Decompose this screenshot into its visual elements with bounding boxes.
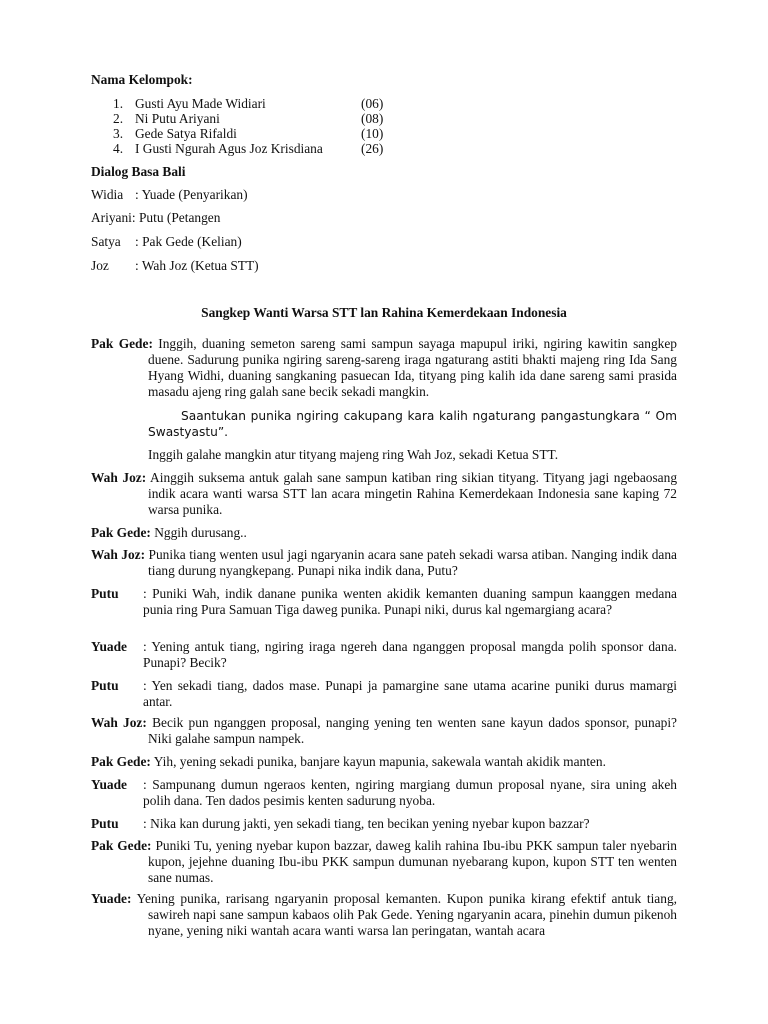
speaker-name: Wah Joz: [91, 715, 147, 730]
group-label: Nama Kelompok: [91, 72, 193, 87]
dialog-turn [91, 525, 677, 541]
speaker-name: Yuade [91, 777, 127, 792]
role-person: Satya [91, 234, 121, 249]
turn-text: : Sampunang dumun ngeraos kenten, ngiring margiang dumun proposal nyane, sira uning akeh polih dana. Ten dados pesimis kenten sadurung nyoba. [143, 777, 677, 808]
turn-text: Inggih galahe mangkin atur tityang majeng ring Wah Joz, sekadi Ketua STT. [148, 447, 559, 462]
dialog-turn [91, 678, 677, 710]
role-character: : Wah Joz (Ketua STT) [135, 258, 259, 273]
member-name: I Gusti Ngurah Agus Joz Krisdiana [135, 141, 323, 156]
speaker-name: Pak Gede: [91, 336, 153, 351]
member-number: 2. [113, 111, 124, 126]
dialog-turn [91, 777, 677, 809]
turn-text: Punika tiang wenten usul jagi ngaryanin acara sane pateh sekadi warsa atiban. Nanging indik dana tiang durung nyangkepang. Punapi nika indik dana, Putu? [148, 547, 678, 578]
member-name: Gusti Ayu Made Widiari [135, 96, 266, 111]
turn-text: Ainggih suksema antuk galah sane sampun katiban ring sikian tityang. Tityang jagi ngebaosang indik acara wanti warsa STT lan acara mingetin Rahina Kemerdekaan Indonesia sane kaping 72 warsa punika. [148, 470, 678, 517]
member-code: (08) [361, 111, 384, 126]
role-character: : Pak Gede (Kelian) [135, 234, 242, 249]
turn-text: Puniki Tu, yening nyebar kupon bazzar, daweg kalih rahina Ibu-ibu PKK sampun taler nyebarin kupon, jejehne duaning Ibu-ibu PKK sampun dumunan nyebarang kupon, kupon STT ten wenten sane numas. [148, 838, 677, 885]
dialog-paragraph [148, 408, 677, 440]
role-row [91, 234, 242, 250]
turn-text: : Yen sekadi tiang, dados mase. Punapi ja pamargine sane utama acarine puniki durus mamargi antar. [143, 678, 677, 709]
dialog-turn [91, 715, 677, 747]
member-number: 3. [113, 126, 124, 141]
speaker-name: Wah Joz: [91, 470, 147, 485]
turn-text: Yening punika, rarisang ngaryanin proposal kemanten. Kupon punika kirang efektif antuk tiang, sawireh napi sane sampun kabaos olih Pak Gede. Yening ngaryanin acara, pinehin dumun pikenoh nyane, yening niki wantah acara wanti warsa lan peringatan, wantah acara [136, 891, 677, 938]
speaker-name: Wah Joz: [91, 547, 146, 562]
turn-text: Nggih durusang.. [154, 525, 247, 540]
member-code: (10) [361, 126, 384, 141]
member-name: Ni Putu Ariyani [135, 111, 220, 126]
dialog-turn [91, 336, 677, 400]
dialog-turn [91, 586, 677, 618]
dialog-turn [91, 816, 677, 832]
dialog-paragraph [148, 447, 677, 463]
member-number: 1. [113, 96, 124, 111]
dialog-turn [91, 838, 677, 886]
turn-text: : Puniki Wah, indik danane punika wenten akidik kemanten duaning sampun kaanggen medana punia ring Pura Samuan Tiga daweg punika. Punapi niki, durus kal ngemargiang acara? [143, 586, 677, 617]
role-row [91, 210, 220, 226]
dialog-heading: Dialog Basa Bali [91, 164, 186, 179]
role-character: Putu (Petangen [138, 210, 221, 225]
role-person: Widia [91, 187, 124, 202]
speaker-name: Putu [91, 586, 119, 601]
member-name: Gede Satya Rifaldi [135, 126, 237, 141]
role-character: : Yuade (Penyarikan) [135, 187, 248, 202]
speaker-name: Putu [91, 816, 119, 831]
role-row [91, 258, 259, 274]
dialog-turn [91, 639, 677, 671]
turn-text: : Nika kan durung jakti, yen sekadi tiang, ten becikan yening nyebar kupon bazzar? [143, 816, 590, 831]
role-row [91, 187, 248, 203]
dialog-title: Sangkep Wanti Warsa STT lan Rahina Kemerdekaan Indonesia [201, 305, 567, 320]
speaker-name: Pak Gede: [91, 838, 152, 853]
turn-text: Inggih, duaning semeton sareng sami sampun sayaga mapupul iriki, ngiring kawitin sangkep duene. Sadurung punika ngiring sareng-sareng iraga ngaturang astiti bhakti majeng ring Ida Sang Hyang Widhi, duaning sangkaning pasuecan Ida, tityang ping kalih ida dane sareng sami prasida masadu ajeng ring galah sane becik sekadi mangkin. [148, 336, 677, 399]
speaker-name: Pak Gede: [91, 754, 151, 769]
member-code: (26) [361, 141, 384, 156]
speaker-name: Yuade [91, 639, 127, 654]
role-person: Joz [91, 258, 109, 273]
dialog-turn [91, 754, 677, 770]
speaker-name: Yuade: [91, 891, 132, 906]
dialog-turn [91, 891, 677, 939]
speaker-name: Putu [91, 678, 119, 693]
dialog-turn [91, 547, 677, 579]
dialog-turn [91, 470, 677, 518]
speaker-name: Pak Gede: [91, 525, 151, 540]
role-person: Ariyani: [91, 210, 136, 225]
turn-text: Saantukan punika ngiring cakupang kara kalih ngaturang pangastungkara “ Om Swastyastu”. [148, 409, 677, 439]
turn-text: Becik pun nganggen proposal, nanging yening ten wenten sane kayun dados sponsor, punapi? Niki galahe sampun nampek. [148, 715, 677, 746]
member-code: (06) [361, 96, 384, 111]
turn-text: Yih, yening sekadi punika, banjare kayun mapunia, sakewala wantah akidik manten. [153, 754, 606, 769]
member-number: 4. [113, 141, 124, 156]
turn-text: : Yening antuk tiang, ngiring iraga ngereh dana nganggen proposal mangda polih sponsor dana. Punapi? Becik? [143, 639, 677, 670]
